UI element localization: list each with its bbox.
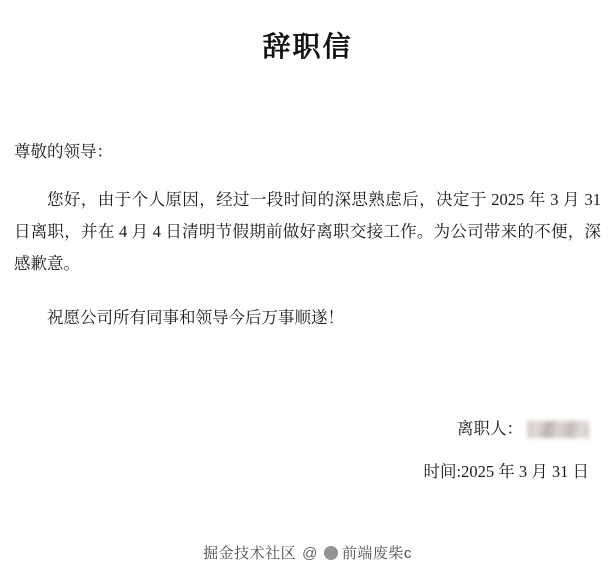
salutation-line: 尊敬的领导：	[14, 142, 113, 162]
document-page	[0, 28, 615, 571]
page-title: 辞职信	[262, 32, 353, 63]
paragraph-wish: 祝愿公司所有同事和领导今后万事顺遂！	[47, 308, 344, 328]
letter-body	[14, 139, 601, 334]
date-value: 2025 年 3 月 31 日	[461, 461, 589, 481]
watermark	[0, 542, 615, 563]
redacted-name-blur	[527, 421, 589, 438]
watermark-site: 掘金技术社区	[203, 545, 297, 562]
signer-label: 离职人：	[457, 419, 523, 439]
watermark-author: 前端废柴c	[341, 545, 412, 562]
paragraph-reason: 您好，由于个人原因，经过一段时间的深思熟虑后，决定于 2025 年 3 月 31 日离职，并在 4 月 4 日清明节假期前做好离职交接工作。为公司带来的不便，深感歉意。	[14, 189, 601, 273]
signature-block	[424, 416, 589, 485]
signature-date-line	[424, 459, 589, 485]
date-label: 时间:	[423, 461, 462, 481]
watermark-separator: @	[302, 545, 318, 562]
avatar-icon	[324, 546, 338, 560]
signer-line	[424, 416, 589, 442]
